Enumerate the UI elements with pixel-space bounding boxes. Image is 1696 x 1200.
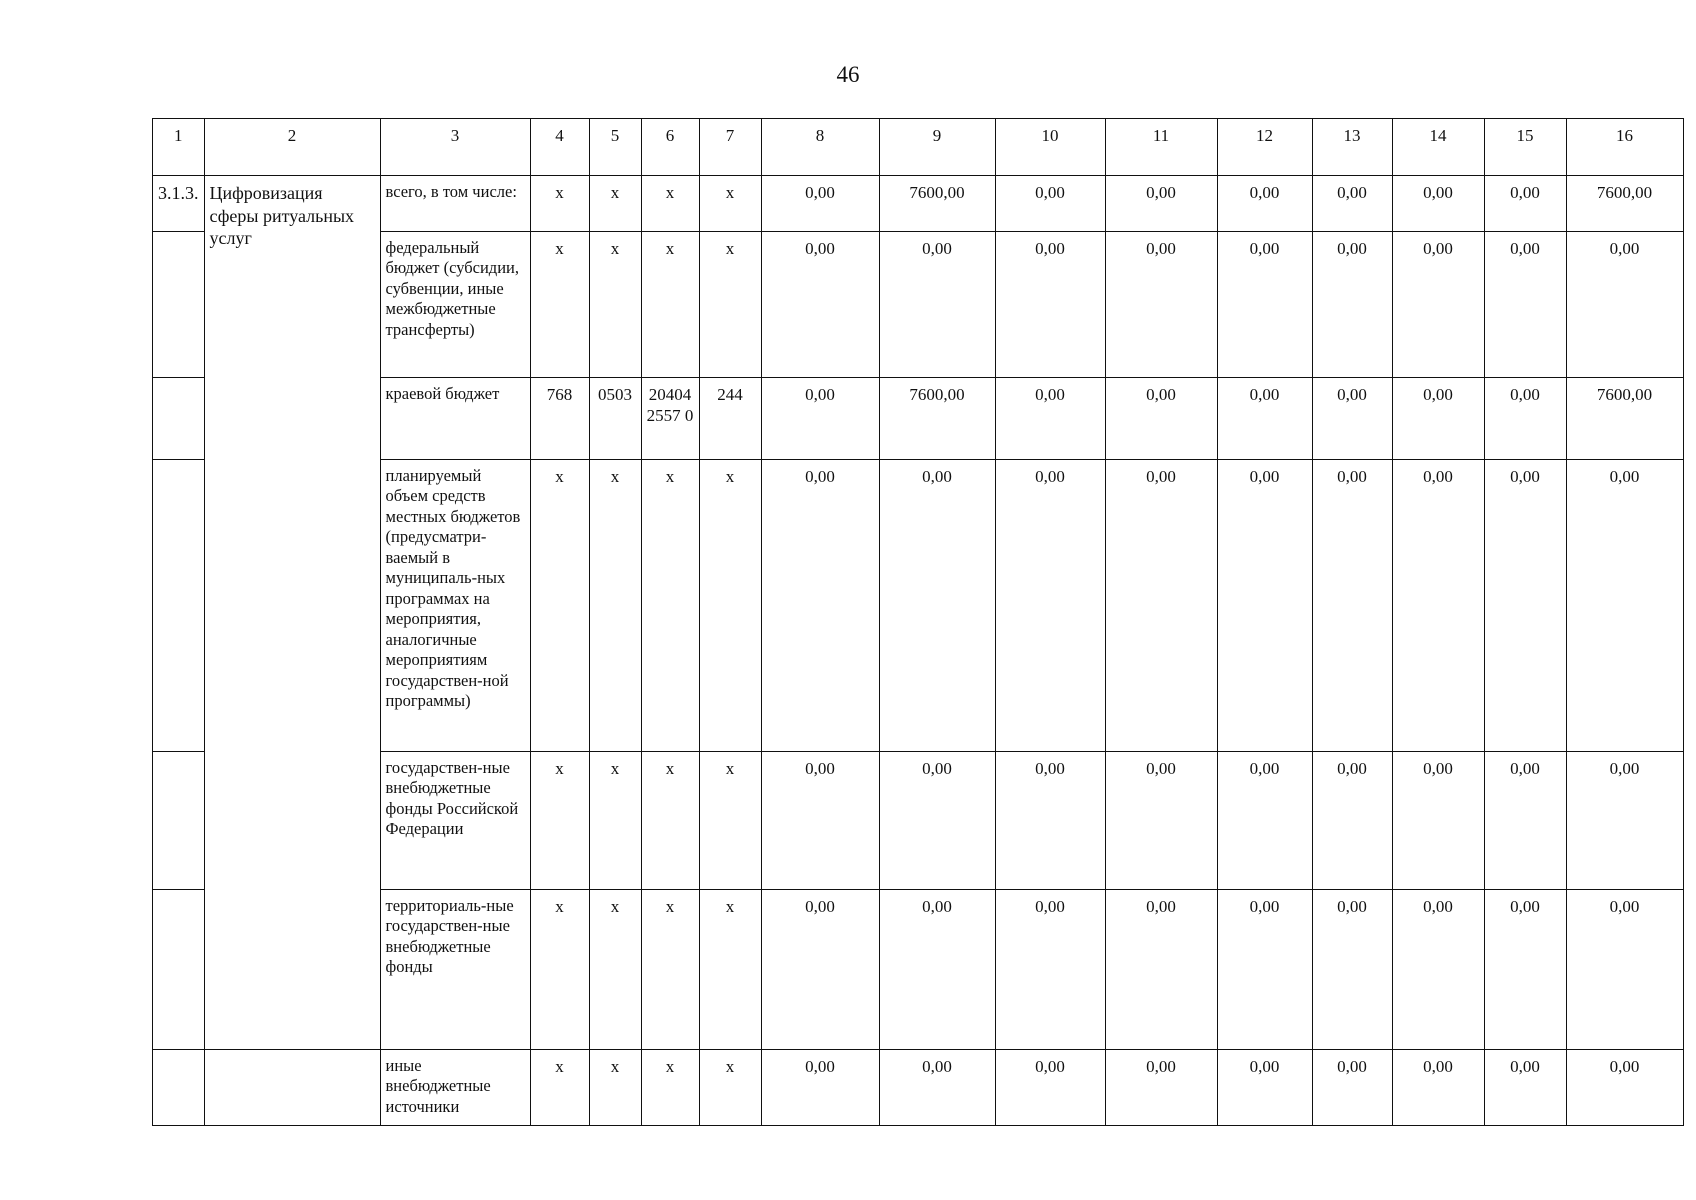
- value-cell: 0,00: [1484, 460, 1566, 752]
- row-number-cell: [153, 460, 205, 752]
- code-cell: x: [589, 890, 641, 1050]
- row-number-cell: [153, 890, 205, 1050]
- value-cell: 0,00: [1392, 1050, 1484, 1126]
- header-cell: 16: [1566, 119, 1683, 176]
- code-cell: x: [699, 890, 761, 1050]
- code-cell: x: [589, 1050, 641, 1126]
- value-cell: 0,00: [1484, 176, 1566, 232]
- value-cell: 0,00: [1105, 460, 1217, 752]
- value-cell: 0,00: [761, 378, 879, 460]
- value-cell: 0,00: [1484, 232, 1566, 378]
- value-cell: 0,00: [995, 176, 1105, 232]
- value-cell: 0,00: [761, 1050, 879, 1126]
- value-cell: 0,00: [1217, 176, 1312, 232]
- value-cell: 0,00: [761, 752, 879, 890]
- table-row: [153, 232, 1684, 378]
- table-row: [153, 378, 1684, 460]
- value-cell: 0,00: [879, 232, 995, 378]
- row-number-cell: [153, 1050, 205, 1126]
- header-cell: 8: [761, 119, 879, 176]
- value-cell: 0,00: [1312, 460, 1392, 752]
- value-cell: 0,00: [761, 460, 879, 752]
- header-cell: 7: [699, 119, 761, 176]
- value-cell: 0,00: [1312, 890, 1392, 1050]
- header-cell: 14: [1392, 119, 1484, 176]
- value-cell: 0,00: [1392, 232, 1484, 378]
- code-cell: x: [641, 1050, 699, 1126]
- value-cell: 0,00: [1392, 752, 1484, 890]
- value-cell: 0,00: [1217, 378, 1312, 460]
- measure-name-cell: Цифровизация сферы ритуальных услуг: [204, 176, 380, 1050]
- value-cell: 0,00: [995, 890, 1105, 1050]
- code-cell: x: [641, 460, 699, 752]
- header-row: [153, 119, 1684, 176]
- page-number: 46: [836, 62, 860, 87]
- value-cell: 7600,00: [879, 378, 995, 460]
- code-cell: 244: [699, 378, 761, 460]
- header-cell: 9: [879, 119, 995, 176]
- value-cell: 0,00: [1105, 1050, 1217, 1126]
- value-cell: 0,00: [995, 752, 1105, 890]
- value-cell: 0,00: [1217, 460, 1312, 752]
- value-cell: 0,00: [879, 890, 995, 1050]
- value-cell: 0,00: [879, 752, 995, 890]
- funding-source-label: всего, в том числе:: [380, 176, 530, 232]
- row-number-cell: [153, 378, 205, 460]
- funding-source-label: иные внебюджетные источники: [380, 1050, 530, 1126]
- code-cell: x: [530, 232, 589, 378]
- funding-source-label: планируемый объем средств местных бюджетов (предусматри-ваемый в муниципаль-ных программах на мероприятия, аналогичные мероприятиям государствен-ной программы): [380, 460, 530, 752]
- measure-name-cell: [204, 1050, 380, 1126]
- header-cell: 15: [1484, 119, 1566, 176]
- budget-table: [152, 118, 1684, 1126]
- code-cell: 0503: [589, 378, 641, 460]
- value-cell: 0,00: [1392, 460, 1484, 752]
- value-cell: 0,00: [995, 378, 1105, 460]
- code-cell: x: [530, 890, 589, 1050]
- value-cell: 0,00: [1484, 890, 1566, 1050]
- value-cell: 0,00: [1566, 460, 1683, 752]
- value-cell: 0,00: [761, 232, 879, 378]
- table-row: [153, 752, 1684, 890]
- code-cell: x: [530, 460, 589, 752]
- code-cell: x: [699, 232, 761, 378]
- value-cell: 0,00: [1392, 890, 1484, 1050]
- code-cell: x: [699, 1050, 761, 1126]
- header-cell: 5: [589, 119, 641, 176]
- code-cell: 768: [530, 378, 589, 460]
- value-cell: 0,00: [1312, 232, 1392, 378]
- header-cell: 13: [1312, 119, 1392, 176]
- value-cell: 0,00: [1105, 232, 1217, 378]
- code-cell: x: [699, 752, 761, 890]
- value-cell: 0,00: [995, 1050, 1105, 1126]
- value-cell: 0,00: [1566, 1050, 1683, 1126]
- value-cell: 0,00: [1312, 1050, 1392, 1126]
- value-cell: 0,00: [1217, 890, 1312, 1050]
- code-cell: x: [641, 232, 699, 378]
- value-cell: 0,00: [1566, 890, 1683, 1050]
- funding-source-label: государствен-ные внебюджетные фонды Российской Федерации: [380, 752, 530, 890]
- value-cell: 7600,00: [1566, 176, 1683, 232]
- value-cell: 0,00: [1105, 752, 1217, 890]
- value-cell: 0,00: [1484, 1050, 1566, 1126]
- value-cell: 0,00: [1217, 752, 1312, 890]
- funding-source-label: федеральный бюджет (субсидии, субвенции, иные межбюджетные трансферты): [380, 232, 530, 378]
- row-number-cell: [153, 232, 205, 378]
- value-cell: 0,00: [879, 460, 995, 752]
- value-cell: 0,00: [995, 460, 1105, 752]
- value-cell: 0,00: [1484, 378, 1566, 460]
- value-cell: 0,00: [1105, 890, 1217, 1050]
- value-cell: 7600,00: [879, 176, 995, 232]
- table-row: [153, 1050, 1684, 1126]
- header-cell: 2: [204, 119, 380, 176]
- code-cell: x: [589, 460, 641, 752]
- row-number-cell: [153, 752, 205, 890]
- value-cell: 0,00: [761, 176, 879, 232]
- header-cell: 4: [530, 119, 589, 176]
- value-cell: 0,00: [1312, 176, 1392, 232]
- value-cell: 7600,00: [1566, 378, 1683, 460]
- code-cell: x: [641, 176, 699, 232]
- value-cell: 0,00: [1217, 232, 1312, 378]
- funding-source-label: территориаль-ные государствен-ные внебюджетные фонды: [380, 890, 530, 1050]
- value-cell: 0,00: [1217, 1050, 1312, 1126]
- value-cell: 0,00: [761, 890, 879, 1050]
- header-cell: 11: [1105, 119, 1217, 176]
- code-cell: x: [589, 176, 641, 232]
- row-number-cell: 3.1.3.: [153, 176, 205, 232]
- value-cell: 0,00: [1566, 752, 1683, 890]
- code-cell: x: [699, 176, 761, 232]
- value-cell: 0,00: [1392, 176, 1484, 232]
- value-cell: 0,00: [1105, 176, 1217, 232]
- funding-source-label: краевой бюджет: [380, 378, 530, 460]
- code-cell: x: [589, 752, 641, 890]
- code-cell: x: [641, 890, 699, 1050]
- code-cell: x: [530, 176, 589, 232]
- value-cell: 0,00: [1566, 232, 1683, 378]
- code-cell: x: [530, 1050, 589, 1126]
- table-row: [153, 460, 1684, 752]
- header-cell: 3: [380, 119, 530, 176]
- value-cell: 0,00: [1484, 752, 1566, 890]
- code-cell: x: [641, 752, 699, 890]
- value-cell: 0,00: [1105, 378, 1217, 460]
- header-cell: 12: [1217, 119, 1312, 176]
- header-cell: 10: [995, 119, 1105, 176]
- header-cell: 1: [153, 119, 205, 176]
- value-cell: 0,00: [995, 232, 1105, 378]
- code-cell: 204042557 0: [641, 378, 699, 460]
- header-cell: 6: [641, 119, 699, 176]
- value-cell: 0,00: [1392, 378, 1484, 460]
- code-cell: x: [530, 752, 589, 890]
- table-row: [153, 176, 1684, 232]
- table-row: [153, 890, 1684, 1050]
- code-cell: x: [589, 232, 641, 378]
- value-cell: 0,00: [879, 1050, 995, 1126]
- value-cell: 0,00: [1312, 752, 1392, 890]
- code-cell: x: [699, 460, 761, 752]
- value-cell: 0,00: [1312, 378, 1392, 460]
